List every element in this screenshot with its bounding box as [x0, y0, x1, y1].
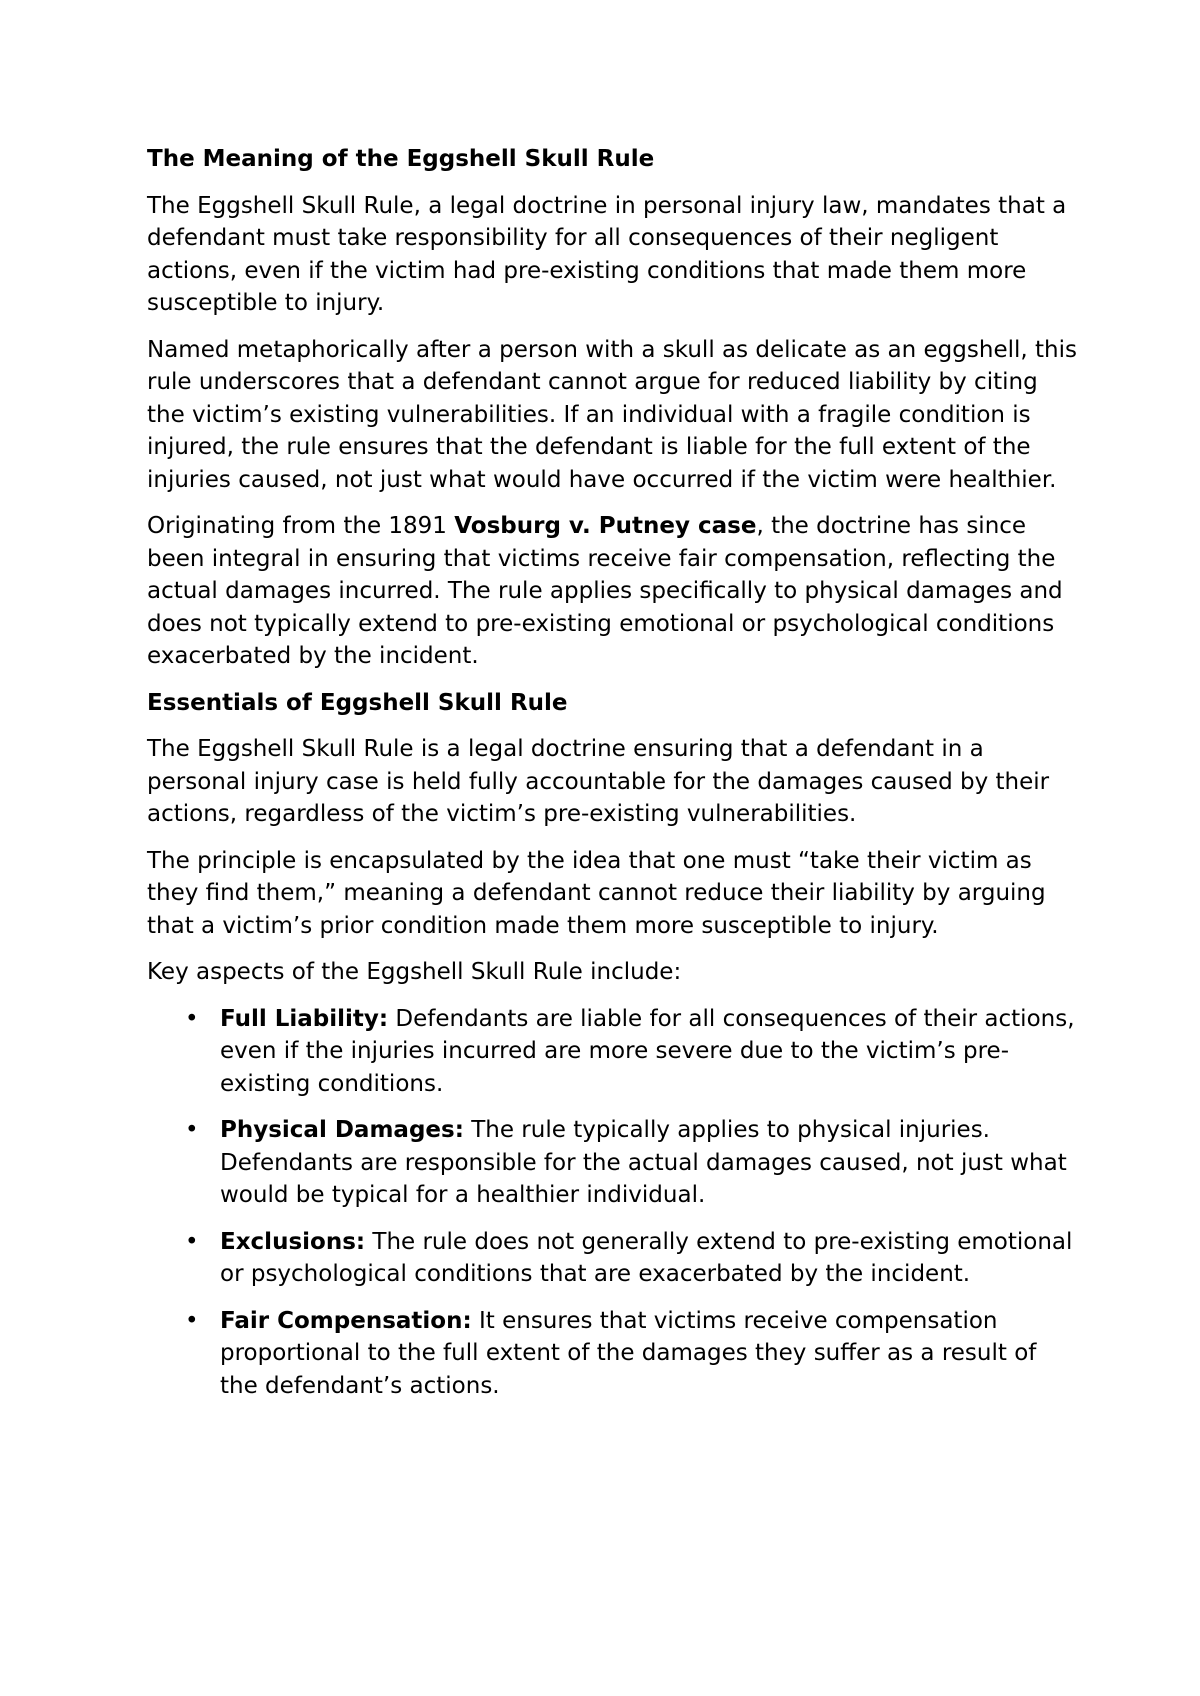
section-heading-essentials: Essentials of Eggshell Skull Rule: [147, 689, 568, 716]
paragraph-definition: The Eggshell Skull Rule, a legal doctrine in personal injury law, mandates that a defendant must take responsibility for all consequences of their negligent actions, even if the victim had pre-existing conditions that made them more susceptible to injury.: [147, 192, 1067, 316]
list-item: [147, 1305, 1077, 1403]
origin-text-after: , the doctrine has since been integral in ensuring that victims receive fair compensation, reflecting the actual damages incurred. The rule applies specifically to physical damages and does not typically extend to pre-existing emotional or psychological conditions exacerbated by the incident.: [147, 513, 1063, 669]
list-item-text: Defendants are liable for all consequences of their actions, even if the injuries incurred are more severe due to the victim’s pre-existing conditions.: [220, 1005, 1075, 1097]
paragraph-principle: The principle is encapsulated by the idea that one must “take their victim as they find them,” meaning a defendant cannot reduce their liability by arguing that a victim’s prior condition made them more susceptible to injury.: [147, 847, 1046, 939]
bullet: •: [185, 1307, 199, 1334]
paragraph-essentials-definition: The Eggshell Skull Rule is a legal doctrine ensuring that a defendant in a personal injury case is held fully accountable for the damages caused by their actions, regardless of the victim’s pre-existing vulnerabilities.: [147, 736, 1050, 827]
origin-text-before: Originating from the 1891: [147, 513, 455, 539]
section-heading-meaning: The Meaning of the Eggshell Skull Rule: [147, 146, 655, 172]
list-item-term: Physical Damages:: [220, 1117, 464, 1143]
bullet: •: [185, 1228, 199, 1255]
list-item-term: Full Liability:: [220, 1005, 389, 1032]
list-item-text: It ensures that victims receive compensation proportional to the full extent of the damages they suffer as a result of the defendant’s actions.: [220, 1307, 1037, 1399]
list-item: [147, 1114, 1077, 1212]
list-item: [147, 1003, 1077, 1101]
key-aspects-list: [147, 1003, 1077, 1403]
paragraph-metaphor: Named metaphorically after a person with a skull as delicate as an eggshell, this rule underscores that a defendant cannot argue for reduced liability by citing the victim’s existing vulnerabilities. If an individual with a fragile condition is injured, the rule ensures that the defendant is liable for the full extent of the injuries caused, not just what would have occurred if the victim were healthier.: [147, 336, 1077, 493]
list-item-text: The rule typically applies to physical injuries. Defendants are responsible for the actual damages caused, not just what would be typical for a healthier individual.: [220, 1117, 1067, 1208]
list-item: [147, 1226, 1077, 1291]
paragraph-origin: [147, 510, 1077, 673]
case-name: Vosburg v. Putney case: [454, 513, 757, 539]
list-item-text: The rule does not generally extend to pre-existing emotional or psychological conditions that are exacerbated by the incident.: [220, 1228, 1073, 1287]
document-page: [147, 143, 1077, 1416]
bullet: •: [185, 1117, 199, 1143]
list-item-term: Fair Compensation:: [220, 1307, 472, 1334]
list-item-term: Exclusions:: [220, 1228, 366, 1255]
paragraph-key-aspects-intro: Key aspects of the Eggshell Skull Rule include:: [147, 959, 682, 985]
bullet: •: [185, 1005, 199, 1032]
